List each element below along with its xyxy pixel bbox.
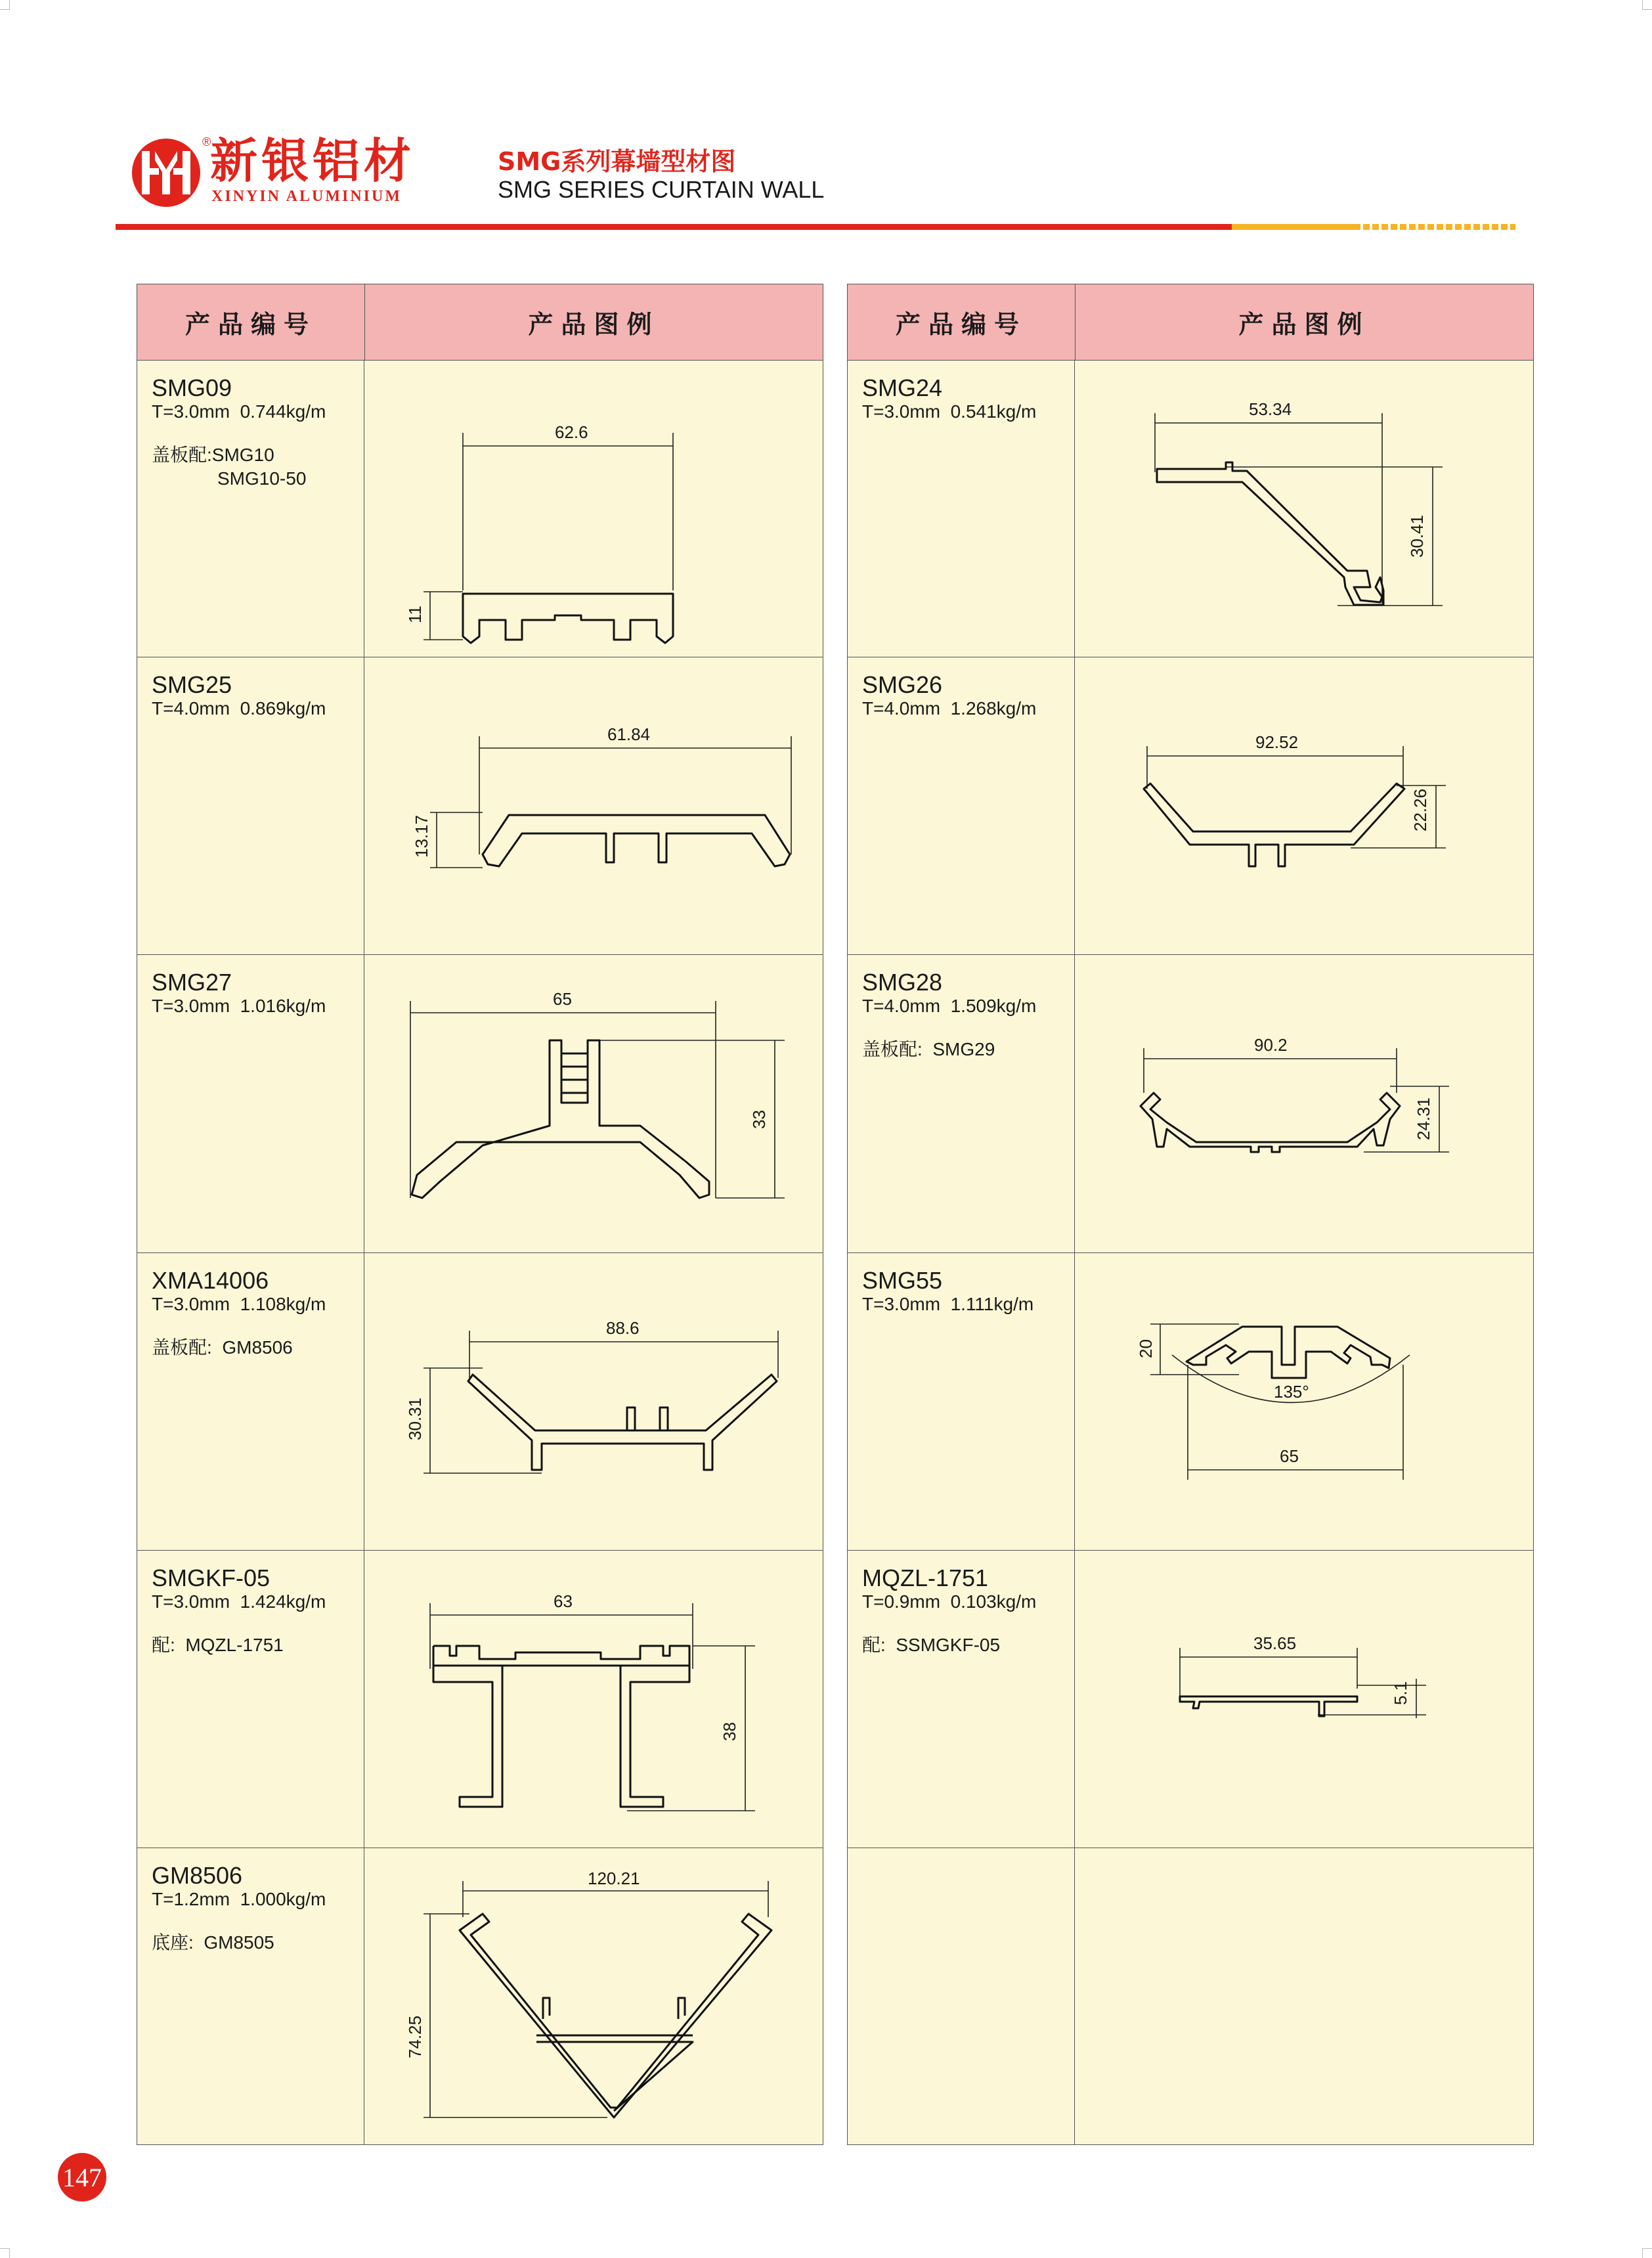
page-title-cn: SMG系列幕墙型材图 <box>498 147 736 176</box>
product-info <box>848 955 1075 1252</box>
product-info <box>137 361 364 657</box>
product-code: XMA14006 <box>152 1267 269 1294</box>
profile-drawing-cell <box>364 1253 823 1550</box>
dim-label: 22.26 <box>1410 788 1430 831</box>
product-row <box>137 361 823 657</box>
dim-label: 35.65 <box>1253 1633 1297 1653</box>
dim-label: 30.41 <box>1407 514 1427 558</box>
profile-drawing <box>1075 1551 1532 1848</box>
product-note-secondary: SMG10-50 <box>217 468 307 489</box>
profile-drawing <box>364 657 822 954</box>
profile-drawing-cell <box>1075 1253 1533 1550</box>
dim-label: 20 <box>1136 1339 1156 1358</box>
product-info <box>137 1551 364 1848</box>
crop-mark <box>0 0 10 10</box>
column-header-drawing: 产品图例 <box>1238 310 1370 339</box>
product-code: SMG25 <box>152 671 232 698</box>
dim-label: 63 <box>554 1591 573 1611</box>
product-code: SMGKF-05 <box>152 1564 271 1591</box>
product-info <box>848 361 1075 657</box>
profile-drawing-cell <box>364 1848 823 2144</box>
product-info <box>848 1848 1075 2144</box>
product-row <box>848 657 1533 955</box>
dim-label: 65 <box>1280 1446 1299 1466</box>
dim-label: 11 <box>405 606 425 623</box>
product-code: SMG09 <box>152 374 232 401</box>
product-row <box>848 955 1533 1253</box>
dim-label: 24.31 <box>1414 1097 1433 1140</box>
header-rule-dashed <box>1354 224 1515 230</box>
product-row <box>848 1551 1533 1848</box>
product-code: SMG55 <box>862 1267 943 1294</box>
dim-label: 120.21 <box>588 1869 640 1888</box>
product-spec: T=4.0mm 1.509kg/m <box>862 996 1037 1016</box>
dim-label: 53.34 <box>1249 399 1292 419</box>
dim-label: 61.84 <box>607 724 651 744</box>
product-code: SMG24 <box>862 374 943 401</box>
header-rule-red <box>116 224 1232 230</box>
column-header-drawing: 产品图例 <box>528 310 660 339</box>
table-header <box>848 284 1533 361</box>
product-row <box>137 1551 823 1848</box>
product-spec: T=4.0mm 1.268kg/m <box>862 698 1037 719</box>
dim-label: 38 <box>720 1722 739 1741</box>
table-header <box>137 284 823 361</box>
product-note: 配: SSMGKF-05 <box>862 1635 1001 1655</box>
profile-drawing-cell <box>1075 1848 1533 2144</box>
dim-label: 5.1 <box>1391 1681 1410 1705</box>
product-spec: T=1.2mm 1.000kg/m <box>152 1889 326 1909</box>
product-code: SMG28 <box>862 969 943 996</box>
profile-drawing-cell <box>1075 955 1533 1252</box>
product-code: SMG26 <box>862 671 943 698</box>
product-table-left <box>137 284 823 2145</box>
product-row-empty <box>848 1848 1533 2144</box>
dim-label: 13.17 <box>412 814 431 858</box>
product-note: 盖板配: SMG29 <box>862 1039 995 1059</box>
dim-label: 135° <box>1274 1382 1309 1402</box>
product-note: 底座: GM8505 <box>152 1932 274 1953</box>
dim-label: 30.31 <box>405 1397 425 1440</box>
product-row <box>848 361 1533 657</box>
brand-name-cn: 新银铝材 <box>210 133 416 188</box>
column-header-code: 产品编号 <box>137 284 365 360</box>
profile-drawing <box>1075 657 1532 954</box>
profile-drawing-cell <box>364 657 823 954</box>
product-note: 盖板配: GM8506 <box>152 1337 293 1358</box>
column-header-code: 产品编号 <box>848 284 1076 360</box>
crop-mark <box>1642 2248 1652 2258</box>
product-info <box>137 1848 364 2144</box>
product-spec: T=0.9mm 0.103kg/m <box>862 1591 1037 1612</box>
product-table-right <box>847 284 1534 2145</box>
profile-drawing-cell <box>364 361 823 657</box>
profile-drawing-cell <box>1075 361 1533 657</box>
page-number: 147 <box>58 2153 106 2202</box>
product-row <box>137 657 823 955</box>
profile-drawing <box>364 955 822 1252</box>
profile-drawing <box>1075 1253 1532 1550</box>
product-spec: T=3.0mm 0.744kg/m <box>152 401 326 422</box>
profile-drawing-cell <box>364 955 823 1252</box>
profile-drawing-cell <box>1075 1551 1533 1848</box>
profile-drawing <box>364 1551 822 1848</box>
profile-drawing <box>1075 361 1532 657</box>
product-info <box>848 1253 1075 1550</box>
product-spec: T=3.0mm 1.108kg/m <box>152 1294 326 1314</box>
dim-label: 62.6 <box>555 422 588 442</box>
product-code: GM8506 <box>152 1862 243 1889</box>
product-row <box>137 955 823 1253</box>
product-row <box>137 1253 823 1551</box>
product-spec: T=3.0mm 0.541kg/m <box>862 401 1037 422</box>
dim-label: 33 <box>749 1110 769 1129</box>
dim-label: 65 <box>553 989 572 1009</box>
product-spec: T=4.0mm 0.869kg/m <box>152 698 326 719</box>
product-code: MQZL-1751 <box>862 1564 989 1591</box>
crop-mark <box>1642 0 1652 10</box>
page-title-en: SMG SERIES CURTAIN WALL <box>498 176 825 203</box>
profile-drawing <box>364 1253 822 1550</box>
profile-drawing-cell <box>1075 657 1533 954</box>
profile-drawing-cell <box>364 1551 823 1848</box>
product-row <box>137 1848 823 2144</box>
product-info <box>848 1551 1075 1848</box>
product-spec: T=3.0mm 1.111kg/m <box>862 1294 1034 1314</box>
brand-logo-icon <box>130 137 202 209</box>
product-note: 配: MQZL-1751 <box>152 1635 284 1655</box>
product-code: SMG27 <box>152 969 232 996</box>
header-rule-yellow <box>1232 224 1354 230</box>
profile-drawing <box>364 1848 822 2144</box>
product-info <box>137 1253 364 1550</box>
dim-label: 74.25 <box>405 2015 425 2058</box>
product-info <box>848 657 1075 954</box>
registered-mark-icon: ® <box>202 135 211 148</box>
dim-label: 88.6 <box>606 1318 640 1338</box>
product-row <box>848 1253 1533 1551</box>
brand-name-en: XINYIN ALUMINIUM <box>211 188 402 205</box>
product-spec: T=3.0mm 1.424kg/m <box>152 1591 326 1612</box>
dim-label: 92.52 <box>1255 732 1299 752</box>
profile-drawing <box>364 361 822 657</box>
product-note: 盖板配:SMG10 <box>152 445 274 465</box>
crop-mark <box>0 2248 10 2258</box>
profile-drawing <box>1075 955 1532 1252</box>
dim-label: 90.2 <box>1254 1035 1288 1055</box>
product-spec: T=3.0mm 1.016kg/m <box>152 996 326 1016</box>
product-info <box>137 955 364 1252</box>
product-info <box>137 657 364 954</box>
